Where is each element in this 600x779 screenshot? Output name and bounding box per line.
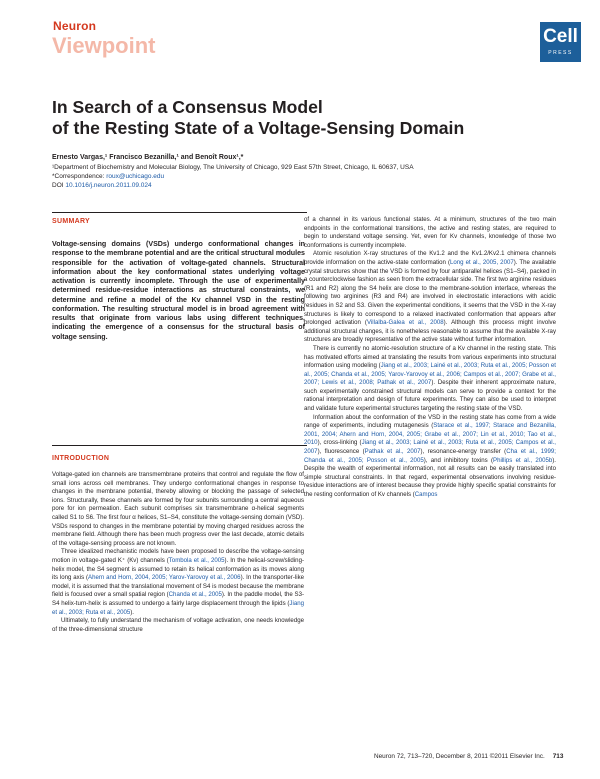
text-run: ). Although this process might involve additional structural changes, it is nonetheless reasonable to assume that the available X-ray structures are broadly representative of the active state without further information. — [304, 319, 556, 344]
reference-link[interactable]: Long et al., 2005, 2007 — [450, 258, 514, 266]
cell-press-logo — [540, 22, 581, 62]
text-run: There is currently no atomic-resolution structure of a Kv channel in the resting state. This has motivated efforts aimed at translating the results from various experiments into structural information using modeling ( — [304, 344, 556, 370]
page-footer — [374, 753, 563, 760]
text-run: ). The available crystal structures show that the VSD is formed by four antiparallel helices (S1–S4), packed in a counterclockwise fashion as seen from the extracellular side. The first two arginine residues (R1 and R2) along the S4 helix are close to the membrane-solution interface, whereas the following two arginines (R3 and R4) are involved in electrostatic interactions with acidic residues in S2 and S3. Given the experimental conditions, it seems that the VSD in the X-ray structures is likely to correspond to a relaxed inactivated conformation that appears after prolonged activation ( — [304, 258, 556, 327]
text-run: ). In the paddle model, the S3-S4 helix-turn-helix is assumed to undergo a fairly large displacement through the lipids ( — [52, 591, 304, 607]
page-number: 713 — [552, 753, 564, 760]
reference-link[interactable]: Starace et al., 1997; Starace and Bezanilla, 2001, 2004; Ahern and Horn, 2004, 2005; Grabe et al., 2007; Lin et al., 2010; Tao et al., 2010 — [304, 422, 556, 447]
reference-link[interactable]: Phillips et al., 2005b — [493, 456, 553, 464]
reference-link[interactable]: Tombola et al., 2005 — [168, 556, 225, 564]
reference-link[interactable]: Jiang et al., 2003; Lainé et al., 2003; Ruta et al., 2005; Posson et al., 2005; Chanda et al., 2005; Yarov-Yarovoy et al., 2006; Campos et al., 2007; Grabe et al., 2007; Lewis et al., 2008; Pathak et al., 2007 — [304, 362, 556, 387]
reference-link[interactable]: Campos — [414, 491, 438, 498]
text-run: ). Despite their inherent approximate nature, such experimentally constrained structural models can serve to provide a context for the rational interpretation and design of future experiments. They can also be used to interpret and validate future experimental structures targeting the resting state of the VSD. — [304, 379, 556, 413]
text-run: ), and inhibitory toxins ( — [423, 456, 494, 464]
text-run: ), resonance-energy transfer ( — [420, 448, 507, 456]
reference-link[interactable]: Cha et al., 1999; Chanda et al., 2005; Posson et al., 2005 — [304, 448, 557, 464]
text-run: Three idealized mechanistic models have been proposed to describe the voltage-sensing motion in voltage-gated K⁺ (Kv) channels ( — [52, 548, 304, 564]
intro-paragraph-2 — [52, 548, 304, 617]
doi-link[interactable]: 10.1016/j.neuron.2011.09.024 — [65, 182, 152, 189]
footer-citation: Neuron 72, 713–720, December 8, 2011 ©2011 Elsevier Inc. — [374, 753, 545, 760]
reference-link[interactable]: Chanda et al., 2005 — [168, 591, 222, 599]
title-line-2: of the Resting State of a Voltage-Sensing Domain — [52, 118, 465, 138]
logo-sub: PRESS — [548, 50, 573, 56]
reference-link[interactable]: Pathak et al., 2007 — [364, 448, 421, 456]
summary-top-rule — [52, 212, 307, 213]
article-title — [52, 97, 552, 139]
author-list: Ernesto Vargas,¹ Francisco Bezanilla,¹ and Benoît Roux¹,* — [52, 154, 244, 161]
correspondence-label: *Correspondence: — [52, 173, 107, 180]
reference-link[interactable]: Ahern and Horn, 2004, 2005; Yarov-Yarovoy et al., 2006 — [88, 574, 241, 582]
col2-paragraph-3 — [304, 345, 556, 414]
logo-word: Cell — [543, 26, 578, 47]
text-run: ). Despite the wealth of experimental information, not all results can be easily translated into simple structural constraints. In that regard, experimental observations involving residue-residue interactions are of interest because they provide highly specific spatial constraints for the resting conformation of Kv channels ( — [304, 456, 556, 498]
doi-label: DOI — [52, 182, 66, 189]
text-run: Atomic resolution X-ray structures of the Kv1.2 and the Kv1.2/Kv2.1 chimera channels provide information on the active-state conformation ( — [304, 250, 556, 266]
right-column — [304, 216, 556, 500]
intro-paragraph-1: Voltage-gated ion channels are transmembrane proteins that control and regulate the flow of small ions across cell membranes. They undergo conformational changes in response to changes in the membrane potential, thereby allowing or blocking the passage of selected ions. Structurally, these channels are formed by four subunits surrounding a central aqueous pore for ion permeation. Each subunit comprises six transmembrane α-helical segments called S1 to S6. The first four α helices, S1–S4, constitute the voltage-sensing domain (VSD). VSDs respond to changes in the membrane potential by moving charged residues across the membrane field. Although there has been much progress over the last decade, atomic details of the voltage-sensing process are not known. — [52, 471, 304, 547]
text-run: ). In the transporter-like model, it is assumed that the translational movement of S4 is modest because the membrane field is focused over a small spatial region ( — [52, 574, 305, 599]
doi — [52, 182, 152, 189]
reference-link[interactable]: Jiang et al., 2003; Lainé et al., 2003; Ruta et al., 2005; Campos et al., 2007 — [304, 439, 556, 456]
text-run: ). In the helical-screw/sliding-helix model, the S4 segment is assumed to retain its helical conformation as its moves along its long axis ( — [52, 556, 304, 582]
section-label: Viewpoint — [52, 33, 156, 58]
text-run: ). — [130, 608, 134, 616]
summary-text: Voltage-sensing domains (VSDs) undergo conformational changes in response to the membrane potential and are the critical structural modules responsible for the activation of voltage-gated channels. Structural information about the key conformational states underlying voltage activation is currently incomplete. Through the use of experimentally determined residue-residue interactions as structural constraints, we determine and refine a model of the Kv channel VSD in the resting conformation. The resulting structural model is in broad agreement with results that originate from various labs using different techniques, indicating the emergence of a consensus for the structural basis of voltage sensing. — [52, 240, 305, 341]
text-run: ), cross-linking ( — [317, 439, 362, 447]
summary-bottom-rule — [52, 445, 307, 446]
intro-paragraph-3: Ultimately, to fully understand the mechanism of voltage activation, one needs knowledge of the three-dimensional structure — [52, 617, 304, 633]
reference-link[interactable]: Villalba-Galea et al., 2008 — [366, 319, 444, 327]
introduction-column — [52, 471, 304, 634]
summary-heading: SUMMARY — [52, 218, 91, 225]
col2-paragraph-4 — [304, 414, 556, 500]
correspondence-email-link[interactable]: roux@uchicago.edu — [106, 173, 165, 180]
reference-link[interactable]: Jiang et al., 2003; Ruta et al., 2005 — [52, 599, 304, 616]
text-run: ), fluorescence ( — [317, 448, 365, 456]
introduction-heading: INTRODUCTION — [52, 455, 110, 462]
correspondence — [52, 173, 164, 180]
title-line-1: In Search of a Consensus Model — [52, 97, 323, 117]
col2-paragraph-1: of a channel in its various functional states. At a minimum, structures of the two main endpoints in the conformational transitions, the active and resting states, are required to begin to understand voltage sensing. Yet, even for Kv channels, knowledge of those two conformations is currently incomplete. — [304, 216, 556, 249]
text-run: Information about the conformation of the VSD in the resting state has come from a wide range of experiments, including mutagenesis ( — [304, 413, 556, 430]
affiliation: ¹Department of Biochemistry and Molecular Biology, The University of Chicago, 929 East 57th Street, Chicago, IL 60637, USA — [52, 164, 414, 171]
col2-paragraph-2 — [304, 250, 556, 345]
journal-name: Neuron — [53, 19, 97, 33]
